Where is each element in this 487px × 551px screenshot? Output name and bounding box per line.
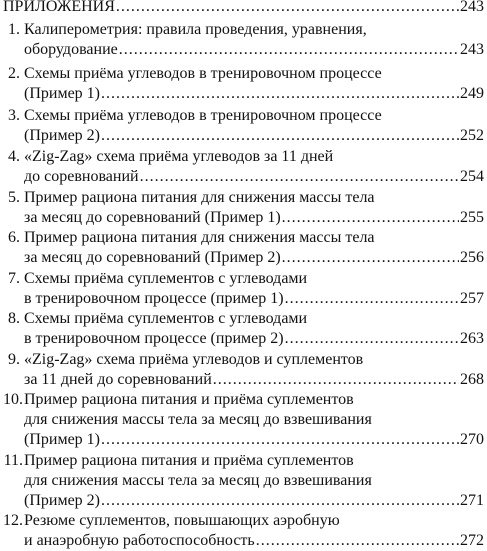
dot-leader xyxy=(282,248,459,268)
toc-entry-line: (Пример 2) xyxy=(24,492,100,509)
dot-leader xyxy=(101,126,459,146)
toc-entry-line: до соревнований xyxy=(24,168,139,185)
toc-entry-line: за месяц до соревнований (Пример 1) xyxy=(24,209,281,226)
toc-entry-number: 6. xyxy=(8,229,20,246)
toc-entry-line: «Zig-Zag» схема приёма углеводов и суплементов xyxy=(24,351,364,368)
dot-leader xyxy=(282,208,459,228)
toc-entry-page: 249 xyxy=(460,85,484,102)
dot-leader xyxy=(256,531,459,551)
toc-entry-number: 9. xyxy=(8,351,20,368)
toc-entry-page: 256 xyxy=(460,249,484,266)
toc-entry-line: Схемы приёма суплементов с углеводами xyxy=(24,310,308,327)
toc-entry-line: и анаэробную работоспособность xyxy=(24,532,255,549)
toc-entry-page: 254 xyxy=(460,168,484,185)
toc-entry-page: 255 xyxy=(460,209,484,226)
dot-leader xyxy=(285,329,459,349)
toc-header-title: ПРИЛОЖЕНИЯ xyxy=(3,0,115,15)
toc-entry-number: 10. xyxy=(3,391,23,408)
toc-entry-line: Схемы приёма углеводов в тренировочном процессе xyxy=(24,65,382,82)
toc-entry-line: Схемы приёма углеводов в тренировочном процессе xyxy=(24,107,382,124)
toc-entry-line: (Пример 1) xyxy=(24,431,100,448)
toc-entry-line: Пример рациона питания и приёма суплементов xyxy=(24,452,354,469)
toc-entry-line: для снижения массы тела за месяц до взвешивания xyxy=(24,472,372,489)
dot-leader xyxy=(213,370,459,390)
dot-leader xyxy=(285,289,459,309)
toc-entry-number: 12. xyxy=(3,512,23,529)
toc-entry-line: за 11 дней до соревнований xyxy=(24,371,212,388)
toc-entry-line: для снижения массы тела за месяц до взвешивания xyxy=(24,411,372,428)
toc-entry-line: «Zig-Zag» схема приёма углеводов за 11 дней xyxy=(24,148,334,165)
toc-entry-line: оборудование xyxy=(24,41,118,58)
toc-entry-number: 3. xyxy=(8,107,20,124)
dot-leader xyxy=(101,430,459,450)
toc-entry-line: Пример рациона питания и приёма суплементов xyxy=(24,391,354,408)
toc-entry-line: Калиперометрия: правила проведения, уравнения, xyxy=(24,21,367,38)
toc-entry-number: 7. xyxy=(8,270,20,287)
toc-entry-line: Резюме суплементов, повышающих аэробную xyxy=(24,512,340,529)
toc-entry-line: Пример рациона питания для снижения массы тела xyxy=(24,189,375,206)
toc-entry-number: 11. xyxy=(3,452,23,469)
toc-entry-page: 270 xyxy=(460,431,484,448)
toc-entry-page: 252 xyxy=(460,127,484,144)
dot-leader xyxy=(140,167,459,187)
toc-entry-line: за месяц до соревнований (Пример 2) xyxy=(24,249,281,266)
dot-leader xyxy=(119,40,459,60)
toc-header-page: 243 xyxy=(460,0,484,15)
toc-entry-number: 1. xyxy=(8,21,20,38)
toc-entry-line: (Пример 2) xyxy=(24,127,100,144)
toc-entry-page: 257 xyxy=(460,290,484,307)
toc-entry-line: в тренировочном процессе (пример 1) xyxy=(24,290,284,307)
dot-leader xyxy=(101,491,459,511)
toc-entry-page: 243 xyxy=(460,41,484,58)
toc-entry-page: 271 xyxy=(460,492,484,509)
toc-entry-number: 8. xyxy=(8,310,20,327)
toc-entry-number: 5. xyxy=(8,189,20,206)
toc-entry-line: Схемы приёма суплементов с углеводами xyxy=(24,270,308,287)
toc-entry-line: в тренировочном процессе (пример 2) xyxy=(24,330,284,347)
dot-leader xyxy=(116,0,459,17)
dot-leader xyxy=(101,84,459,104)
toc-entry-number: 2. xyxy=(8,65,20,82)
toc-entry-line: (Пример 1) xyxy=(24,85,100,102)
toc-entry-page: 268 xyxy=(460,371,484,388)
toc-entry-page: 263 xyxy=(460,330,484,347)
toc-entry-page: 272 xyxy=(460,532,484,549)
toc-entry-number: 4. xyxy=(8,148,20,165)
toc-header xyxy=(3,0,484,17)
toc-entry-line: Пример рациона питания для снижения массы тела xyxy=(24,229,375,246)
